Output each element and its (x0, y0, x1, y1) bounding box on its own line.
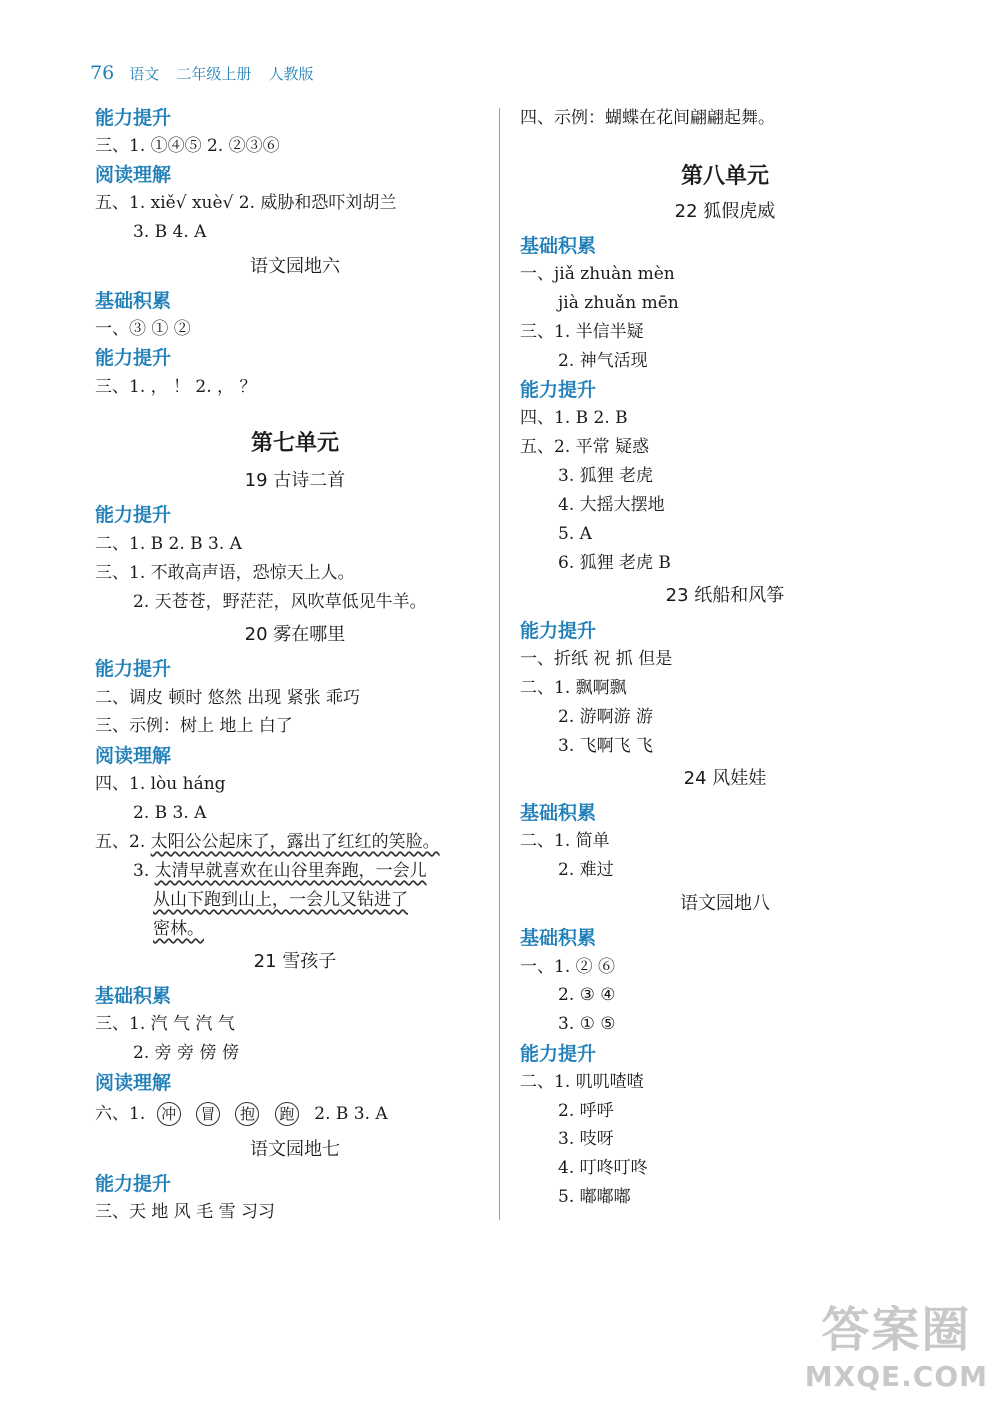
answer-line: 2. ③ ④ (558, 985, 616, 1005)
answer-line: 3. 吱呀 (558, 1129, 614, 1149)
watermark-logo (805, 1291, 988, 1393)
page-number: 76 (90, 62, 115, 84)
answer-line: 3. B 4. A (133, 222, 207, 242)
answer-line: 4. 叮咚叮咚 (558, 1158, 648, 1178)
lesson-title: 22 狐假虎威 (674, 201, 776, 222)
lesson-title: 21 雪孩子 (253, 951, 337, 972)
circled-char: 跑 (275, 1102, 299, 1126)
page-header (90, 62, 326, 84)
section-heading: 能力提升 (95, 107, 172, 129)
answer-line: 二、1. 简单 (520, 831, 610, 851)
unit-title: 第八单元 (680, 164, 769, 189)
answer-prefix: 3. (133, 861, 155, 881)
answer-line: 三、示例：树上 地上 白了 (95, 716, 293, 736)
answer-line: 3. ① ⑤ (558, 1014, 616, 1034)
underlined-answer: 太清早就喜欢在山谷里奔跑，一会儿 (154, 861, 427, 881)
answer-line: 四、示例：蝴蝶在花间翩翩起舞。 (520, 108, 775, 128)
section-heading: 能力提升 (95, 504, 172, 526)
column-divider (499, 108, 500, 1220)
answer-line: 三、1. ①④⑤ 2. ②③⑥ (95, 136, 280, 156)
section-heading: 阅读理解 (95, 745, 172, 767)
lesson-title: 19 古诗二首 (244, 470, 346, 491)
underlined-answer: 从山下跑到山上，一会儿又钻进了 (153, 890, 408, 910)
answer-prefix: 五、2. (95, 832, 151, 852)
subject-label: 语文 (129, 65, 160, 83)
answer-line: jià zhuǎn mēn (558, 293, 679, 313)
watermark-text: 答案圈 (821, 1302, 972, 1358)
answer-line: 二、1. 飘啊飘 (520, 678, 627, 698)
answer-line: 2. B 3. A (133, 803, 207, 823)
section-heading: 能力提升 (95, 1173, 172, 1195)
edition-label: 人教版 (268, 65, 314, 83)
answer-line: 三、1. 汽 气 汽 气 (95, 1014, 235, 1034)
answer-line: 二、调皮 顿时 悠然 出现 紧张 乖巧 (95, 688, 361, 708)
answer-line: 6. 狐狸 老虎 B (558, 553, 671, 573)
answer-line (133, 859, 427, 883)
answer-line: 五、2. 平常 疑惑 (520, 437, 650, 457)
circled-char: 冲 (157, 1102, 181, 1126)
answer-line: 4. 大摇大摆地 (558, 495, 665, 515)
grade-label: 二年级上册 (176, 65, 252, 83)
answer-suffix: 2. B 3. A (314, 1104, 388, 1124)
lesson-title: 20 雾在哪里 (244, 624, 346, 645)
answer-line: 3. 飞啊飞 飞 (558, 736, 654, 756)
answer-line: 二、1. B 2. B 3. A (95, 534, 242, 554)
answer-line: 2. 呼呼 (558, 1101, 614, 1121)
answer-line: 三、1. 不敢高声语，恐惊天上人。 (95, 563, 355, 583)
section-heading: 阅读理解 (95, 164, 172, 186)
section-heading: 基础积累 (95, 985, 172, 1007)
answer-line (95, 830, 440, 854)
answer-line: 一、1. ② ⑥ (520, 957, 616, 977)
section-heading: 基础积累 (520, 927, 597, 949)
section-heading: 基础积累 (520, 802, 597, 824)
answer-line: 二、1. 叽叽喳喳 (520, 1072, 644, 1092)
section-heading: 能力提升 (520, 620, 597, 642)
unit-title: 第七单元 (250, 431, 339, 456)
answer-line: 三、1. 半信半疑 (520, 322, 644, 342)
section-heading: 阅读理解 (95, 1072, 172, 1094)
answer-prefix: 六、1. (95, 1104, 146, 1124)
answer-line: 2. 难过 (558, 860, 614, 880)
section-heading: 能力提升 (95, 347, 172, 369)
lesson-title: 24 风娃娃 (683, 768, 767, 789)
answer-line: 2. 神气活现 (558, 351, 648, 371)
answer-line: 四、1. B 2. B (520, 408, 628, 428)
lesson-title: 语文园地七 (250, 1139, 340, 1160)
lesson-title: 语文园地八 (680, 893, 770, 914)
answer-line: 一、③ ① ② (95, 319, 191, 339)
section-heading: 能力提升 (520, 379, 597, 401)
watermark-url: MXQE.COM (804, 1360, 988, 1393)
underlined-answer: 太阳公公起床了，露出了红红的笑脸。 (150, 832, 440, 852)
answer-line: 三、1. ， ！ 2. ， ？ (95, 377, 257, 397)
answer-line: 五、1. xiě√ xuè√ 2. 威胁和恐吓刘胡兰 (95, 193, 397, 213)
answer-line: 四、1. lòu háng (95, 774, 226, 794)
section-heading: 能力提升 (520, 1043, 597, 1065)
answer-line: 一、折纸 祝 抓 但是 (520, 649, 673, 669)
answer-line: 2. 旁 旁 傍 傍 (133, 1043, 239, 1063)
circled-char: 冒 (196, 1102, 220, 1126)
circled-char: 抱 (235, 1102, 259, 1126)
lesson-title: 23 纸船和风筝 (665, 585, 785, 606)
answer-line: 2. 游啊游 游 (558, 707, 654, 727)
answer-line: 三、天 地 风 毛 雪 习习 (95, 1202, 276, 1222)
section-heading: 基础积累 (95, 290, 172, 312)
section-heading: 能力提升 (95, 658, 172, 680)
answer-line: 3. 狐狸 老虎 (558, 466, 654, 486)
answer-line (95, 1102, 388, 1126)
lesson-title: 语文园地六 (250, 256, 340, 277)
section-heading: 基础积累 (520, 235, 597, 257)
answer-line: 一、jiǎ zhuàn mèn (520, 264, 675, 284)
answer-line: 2. 天苍苍，野茫茫，风吹草低见牛羊。 (133, 592, 427, 612)
answer-line: 5. A (558, 524, 592, 544)
answer-line: 5. 嘟嘟嘟 (558, 1187, 631, 1207)
underlined-answer: 密林。 (153, 919, 204, 939)
